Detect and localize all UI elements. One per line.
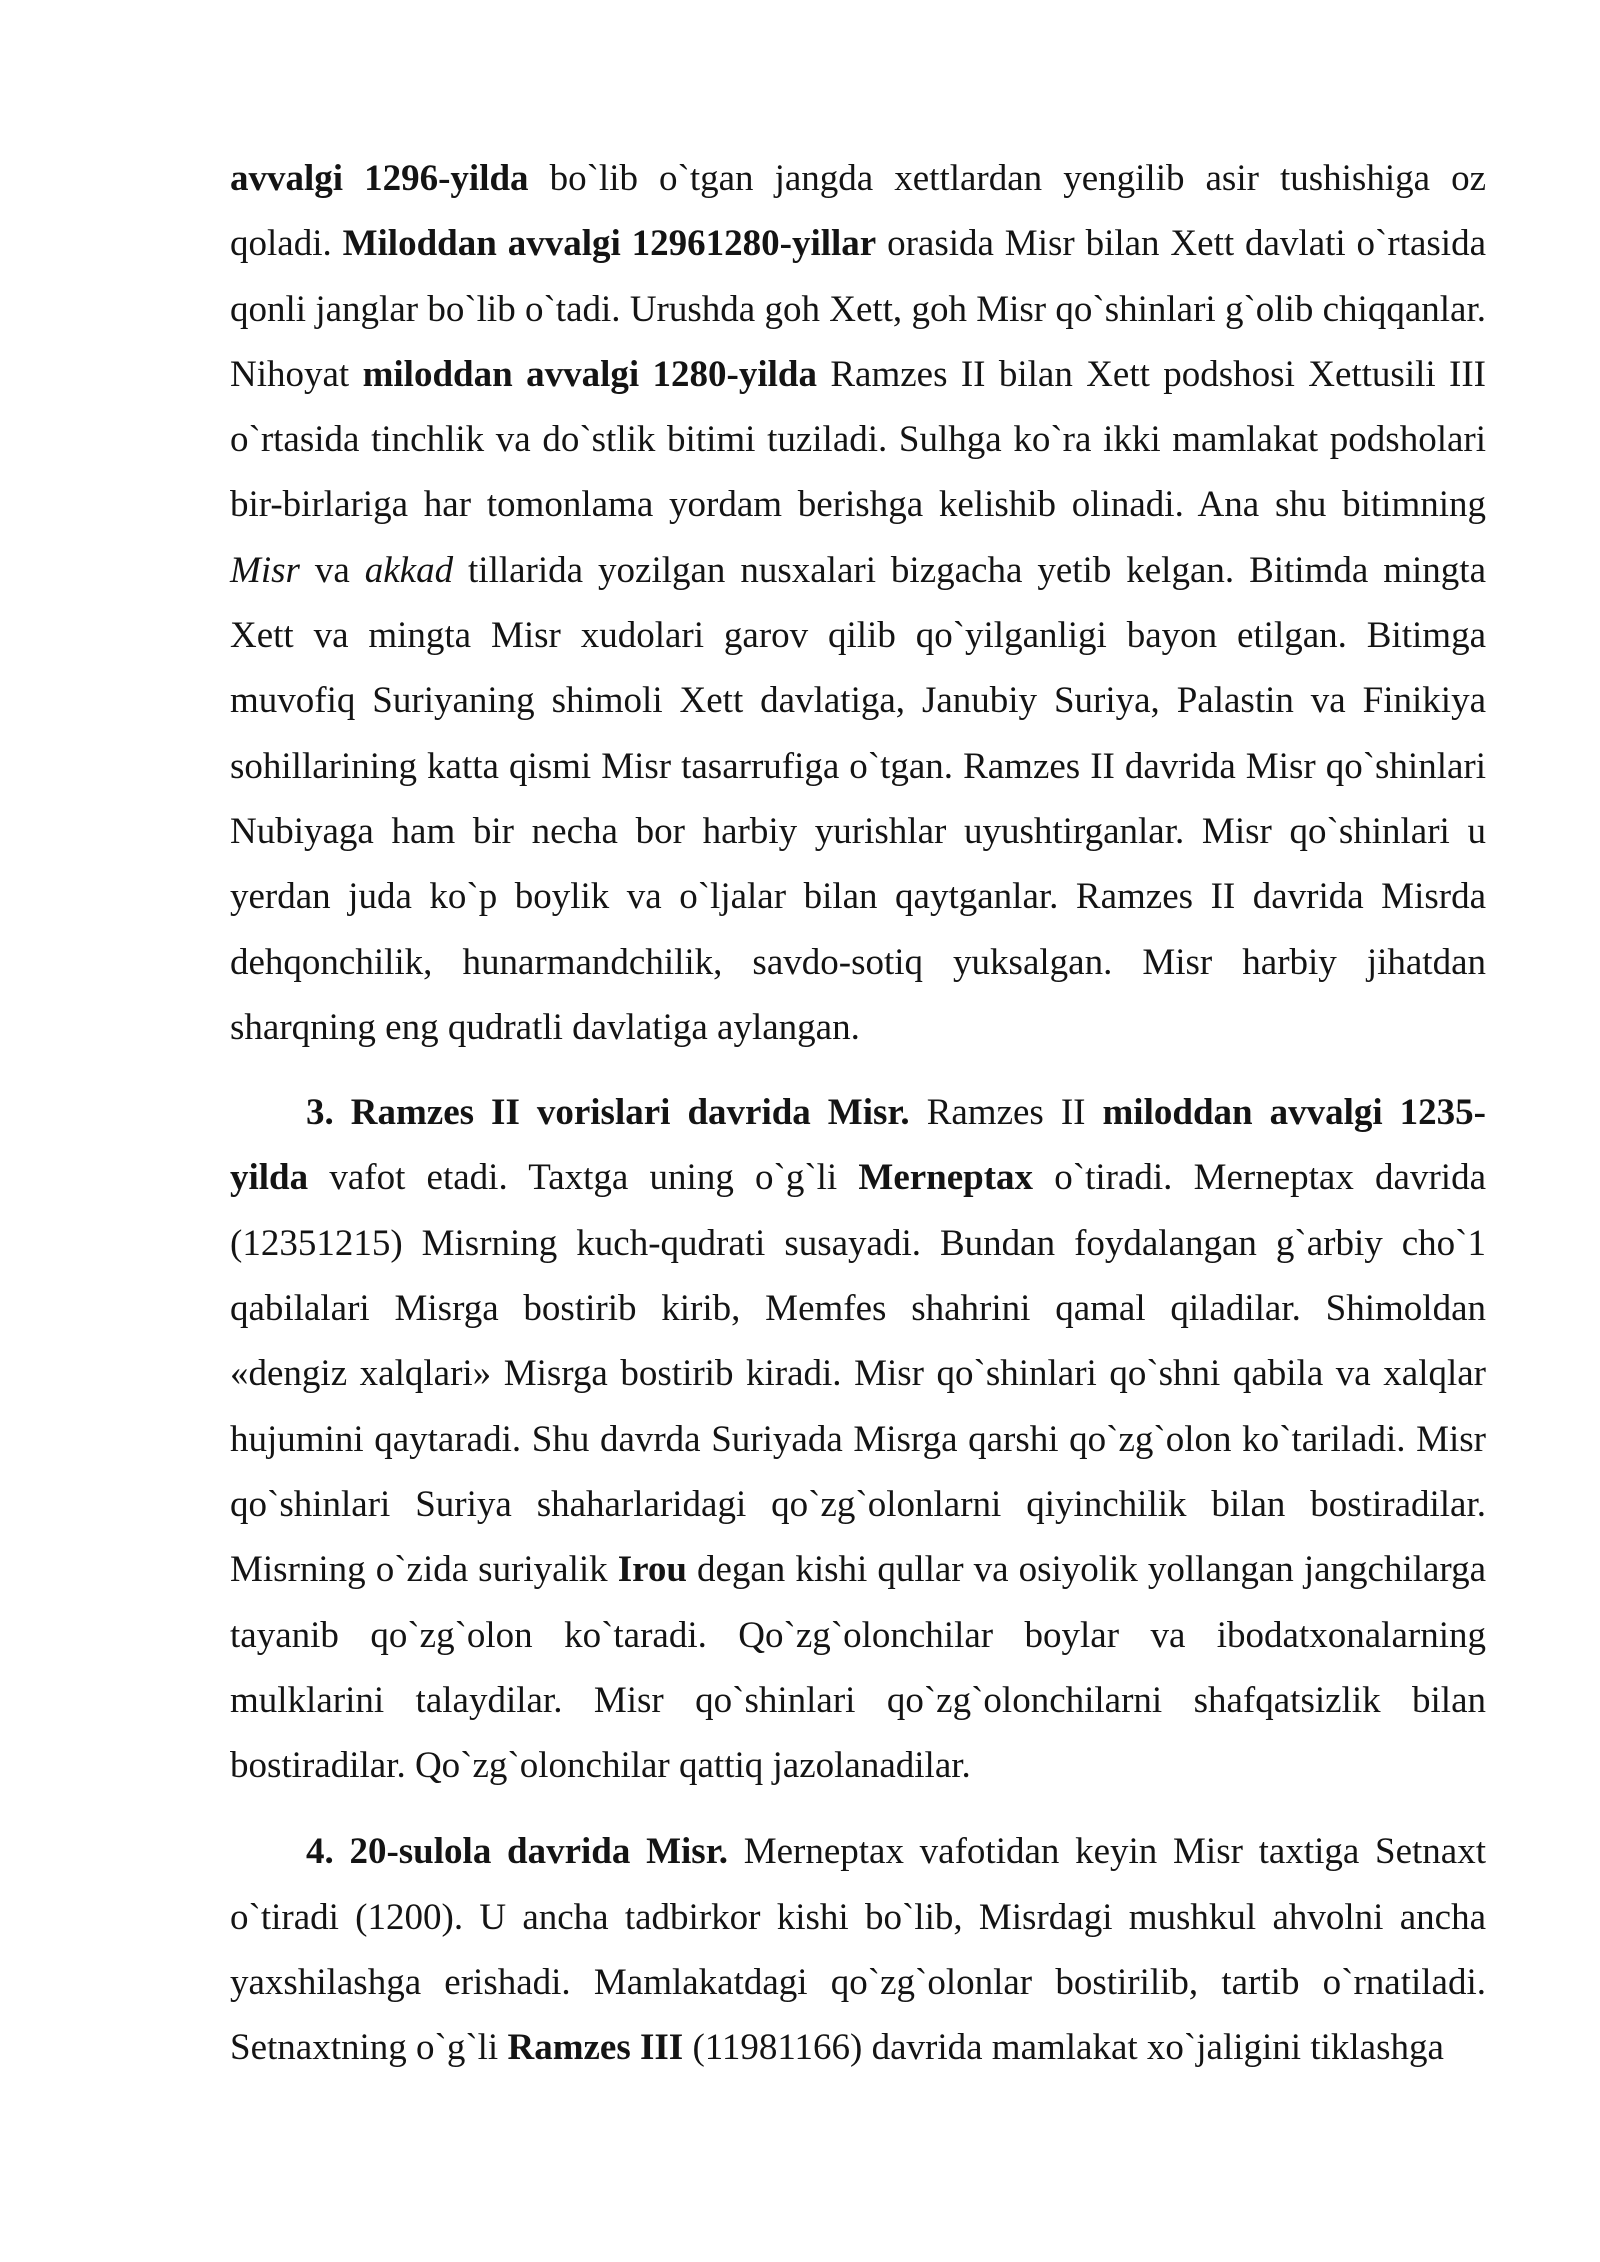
body-text: degan kishi qullar va osiyolik yollangan jangchilarga tayanib qo`zg`olon ko`taradi. Qo`zg`olonchilar boylar va ibodatxonalarning mulklarini talaydilar. Misr qo`shinlari qo`zg`olonchilarni shafqatsizlik bilan bostiradilar. Qo`zg`olonchilar qattiq jazolanadilar. — [230, 1549, 1486, 1787]
date-highlight: avvalgi 1296-yilda — [230, 158, 529, 199]
person-name-highlight: Merneptax — [858, 1157, 1034, 1199]
date-highlight: Miloddan avvalgi 12961280-yillar — [342, 223, 877, 265]
body-text: Merneptax vafotidan keyin Misr taxtiga Setnaxt o`tiradi (1200). U ancha tadbirkor kishi bo`lib, Misrdagi mushkul ahvolni ancha yaxshilashga erishadi. Mamlakatdagi qo`zg`olonlar bostirilib, tartib o`rnatiladi. Setnaxtning o`g`li — [230, 1831, 1487, 2069]
body-text: bo`lib o`tgan jangda xettlardan yengilib asir tushishiga oz qoladi. — [230, 158, 1486, 265]
body-text: va — [299, 549, 365, 591]
body-text: (11981166) davrida mamlakat xo`jaligini tiklashga — [683, 2027, 1444, 2069]
document-page — [230, 146, 1486, 2081]
section-heading: 3. Ramzes II vorislari davrida Misr. — [306, 1092, 910, 1134]
section-heading: 4. 20-sulola davrida Misr. — [306, 1831, 728, 1873]
body-text: orasida Misr bilan Xett davlati o`rtasida qonli janglar bo`lib o`tadi. Urushda goh Xett, goh Misr qo`shinlari g`olib chiqqanlar. Nihoyat — [230, 223, 1487, 395]
section-3-ramzes-ii-successors — [230, 1080, 1486, 1798]
body-text: tillarida yozilgan nusxalari bizgacha yetib kelgan. Bitimda mingta Xett va mingta Misr xudolari garov qilib qo`yilganligi bayon etilgan. Bitimga muvofiq Suriyaning shimoli Xett davlatiga, Janubiy Suriya, Palastin va Finikiya sohillarining katta qismi Misr tasarrufiga o`tgan. Ramzes II davrida Misr qo`shinlari Nubiyaga ham bir necha bor harbiy yurishlar uyushtirganlar. Misr qo`shinlari u yerdan juda ko`p boylik va o`ljalar bilan qaytganlar. Ramzes II davrida Misrda dehqonchilik, hunarmandchilik, savdo-sotiq yuksalgan. Misr harbiy jihatdan sharqning eng qudratli davlatiga aylangan. — [230, 549, 1486, 1048]
person-name-highlight: Irou — [617, 1549, 687, 1591]
person-name-highlight: Ramzes III — [507, 2027, 684, 2069]
section-4-twentieth-dynasty — [230, 1819, 1486, 2080]
date-highlight: miloddan avvalgi 1280-yilda — [362, 353, 817, 395]
body-text: vafot etadi. Taxtga uning o`g`li — [308, 1157, 859, 1199]
language-term: akkad — [364, 549, 454, 591]
language-term: Misr — [230, 549, 300, 591]
body-text: Ramzes II — [909, 1092, 1103, 1134]
date-highlight: miloddan avvalgi 1235-yilda — [230, 1092, 1486, 1199]
body-text: Ramzes II bilan Xett podshosi Xettusili III o`rtasida tinchlik va do`stlik bitimi tuziladi. Sulhga ko`ra ikki mamlakat podsholari bir-birlariga har tomonlama yordam berishga kelishib olinadi. Ana shu bitimning — [230, 353, 1487, 526]
paragraph-ramzes-ii-hittite-treaty — [230, 146, 1486, 1060]
body-text: o`tiradi. Merneptax davrida (12351215) Misrning kuch-qudrati susayadi. Bundan foydalangan g`arbiy cho`1 qabilalari Misrga bostirib kirib, Memfes shahrini qamal qiladilar. Shimoldan «dengiz xalqlari» Misrga bostirib kiradi. Misr qo`shinlari qo`shni qabila va xalqlar hujumini qaytaradi. Shu davrda Suriyada Misrga qarshi qo`zg`olon ko`tariladi. Misr qo`shinlari Suriya shaharlaridagi qo`zg`olonlarni qiyinchilik bilan bostiradilar. Misrning o`zida suriyalik — [230, 1157, 1486, 1591]
